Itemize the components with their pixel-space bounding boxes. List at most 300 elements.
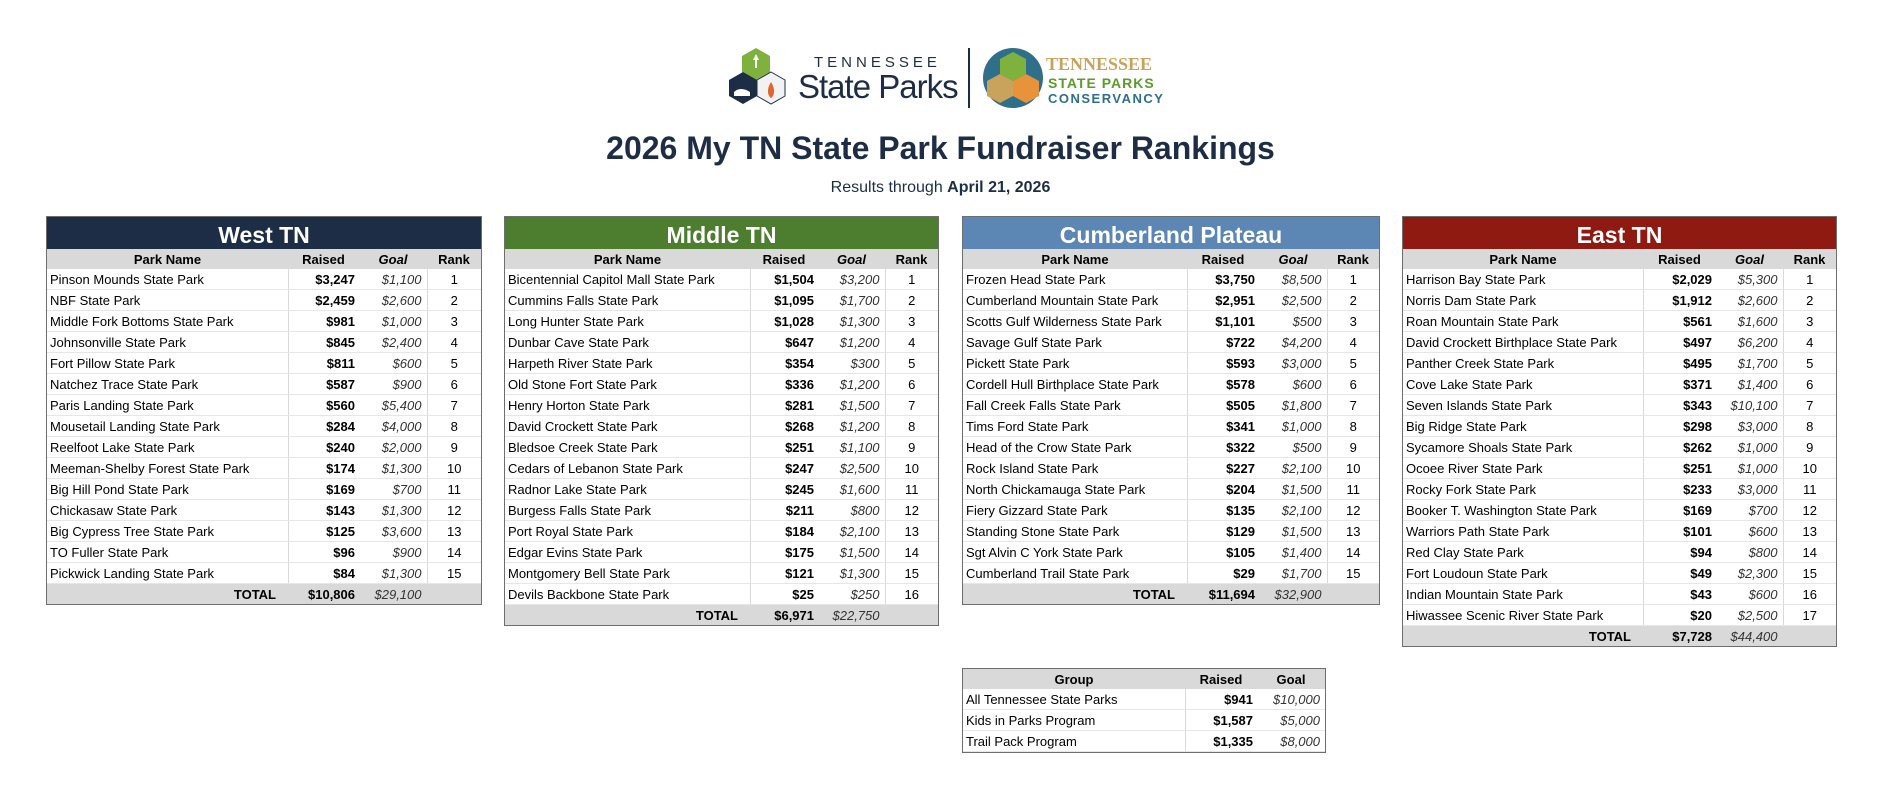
goal-cell: $1,700: [1259, 563, 1327, 584]
table-row: [505, 374, 938, 395]
park-name-cell: Harrison Bay State Park: [1403, 269, 1643, 290]
park-name-cell: Red Clay State Park: [1403, 542, 1643, 563]
table-row: [1403, 269, 1836, 290]
raised-cell: $845: [288, 332, 359, 353]
tennessee-state-parks-logo-icon: [726, 46, 794, 112]
region-title-east: East TN: [1403, 217, 1836, 249]
table-row: [47, 269, 481, 290]
rank-cell: 15: [427, 563, 481, 584]
goal-cell: $1,200: [818, 332, 885, 353]
park-name-cell: Big Ridge State Park: [1403, 416, 1643, 437]
park-name-cell: North Chickamauga State Park: [963, 479, 1187, 500]
goal-cell: $2,100: [818, 521, 885, 542]
total-goal-cell: $29,100: [359, 584, 427, 605]
park-name-cell: Bicentennial Capitol Mall State Park: [505, 269, 750, 290]
table-row: [963, 311, 1379, 332]
region-table-cumberland: [962, 216, 1380, 605]
goal-cell: $2,500: [1259, 290, 1327, 311]
goal-cell: $2,400: [359, 332, 427, 353]
goal-cell: $1,100: [359, 269, 427, 290]
goal-cell: $600: [1716, 521, 1783, 542]
table-row: [963, 521, 1379, 542]
park-name-cell: Johnsonville State Park: [47, 332, 288, 353]
raised-cell: $322: [1187, 437, 1259, 458]
group-table: [962, 668, 1326, 753]
raised-cell: $811: [288, 353, 359, 374]
total-goal-cell: $22,750: [818, 605, 885, 626]
raised-cell: $96: [288, 542, 359, 563]
park-name-column-header: Park Name: [47, 249, 288, 269]
park-name-cell: Middle Fork Bottoms State Park: [47, 311, 288, 332]
park-name-cell: Frozen Head State Park: [963, 269, 1187, 290]
rank-cell: 3: [1783, 311, 1836, 332]
raised-cell: $2,951: [1187, 290, 1259, 311]
park-name-cell: Big Cypress Tree State Park: [47, 521, 288, 542]
table-row: [47, 416, 481, 437]
raised-cell: $135: [1187, 500, 1259, 521]
group-name-cell: Trail Pack Program: [963, 731, 1185, 752]
subtitle-prefix: Results through: [830, 179, 943, 196]
table-row: [963, 290, 1379, 311]
park-name-cell: Head of the Crow State Park: [963, 437, 1187, 458]
table-row: [47, 458, 481, 479]
goal-cell: $3,200: [818, 269, 885, 290]
rank-cell: 17: [1783, 605, 1836, 626]
table-row: [1403, 521, 1836, 542]
raised-cell: $647: [750, 332, 818, 353]
table-row: [47, 374, 481, 395]
table-header-row: [505, 249, 938, 269]
raised-cell: $1,504: [750, 269, 818, 290]
park-name-cell: Bledsoe Creek State Park: [505, 437, 750, 458]
rank-cell: 14: [1327, 542, 1379, 563]
raised-cell: $354: [750, 353, 818, 374]
goal-cell: $1,500: [818, 395, 885, 416]
raised-cell: $578: [1187, 374, 1259, 395]
raised-cell: $262: [1643, 437, 1716, 458]
table-row: [1403, 290, 1836, 311]
rank-cell: 8: [427, 416, 481, 437]
park-name-column-header: Park Name: [505, 249, 750, 269]
table-row: [1403, 458, 1836, 479]
raised-cell: $1,912: [1643, 290, 1716, 311]
goal-cell: $1,000: [1259, 416, 1327, 437]
goal-cell: $1,300: [818, 311, 885, 332]
raised-cell: $505: [1187, 395, 1259, 416]
region-title-west: West TN: [47, 217, 481, 249]
table-row: [963, 458, 1379, 479]
park-name-cell: Natchez Trace State Park: [47, 374, 288, 395]
raised-cell: $497: [1643, 332, 1716, 353]
raised-cell: $336: [750, 374, 818, 395]
table-row: [505, 290, 938, 311]
table-row: [47, 563, 481, 584]
goal-cell: $3,600: [359, 521, 427, 542]
logo-divider: [968, 48, 970, 108]
total-label: TOTAL: [47, 584, 288, 605]
goal-cell: $10,000: [1257, 689, 1325, 710]
park-name-cell: Burgess Falls State Park: [505, 500, 750, 521]
table-row: [963, 332, 1379, 353]
goal-cell: $1,800: [1259, 395, 1327, 416]
table-row: [963, 395, 1379, 416]
table-row: [1403, 374, 1836, 395]
park-name-cell: Harpeth River State Park: [505, 353, 750, 374]
table-row: [963, 416, 1379, 437]
page-title: 2026 My TN State Park Fundraiser Rankings: [606, 130, 1275, 166]
rank-cell: 13: [1327, 521, 1379, 542]
table-row: [505, 458, 938, 479]
raised-cell: $1,587: [1185, 710, 1257, 731]
goal-cell: $700: [1716, 500, 1783, 521]
logo-area: [726, 46, 1166, 112]
rank-cell: 10: [427, 458, 481, 479]
rank-cell: 5: [1783, 353, 1836, 374]
goal-cell: $900: [359, 374, 427, 395]
table-row: [1403, 353, 1836, 374]
table-row: [1403, 584, 1836, 605]
rank-cell: 12: [427, 500, 481, 521]
rank-cell: 13: [1783, 521, 1836, 542]
park-name-cell: Fort Loudoun State Park: [1403, 563, 1643, 584]
table-row: [47, 500, 481, 521]
park-name-column-header: Park Name: [1403, 249, 1643, 269]
raised-cell: $284: [288, 416, 359, 437]
goal-cell: $600: [1259, 374, 1327, 395]
goal-cell: $250: [818, 584, 885, 605]
goal-cell: $8,000: [1257, 731, 1325, 752]
rank-cell: 9: [1783, 437, 1836, 458]
raised-cell: $129: [1187, 521, 1259, 542]
goal-cell: $1,700: [1716, 353, 1783, 374]
conservancy-logo-icon: [982, 46, 1044, 110]
table-row: [47, 395, 481, 416]
park-name-cell: Indian Mountain State Park: [1403, 584, 1643, 605]
rank-cell: 2: [1783, 290, 1836, 311]
rank-cell: 7: [1783, 395, 1836, 416]
park-name-cell: Cedars of Lebanon State Park: [505, 458, 750, 479]
rank-column-header: Rank: [1327, 249, 1379, 269]
subtitle-date: April 21, 2026: [947, 179, 1051, 196]
raised-cell: $560: [288, 395, 359, 416]
region-title-cumberland: Cumberland Plateau: [963, 217, 1379, 249]
rank-cell: 8: [1783, 416, 1836, 437]
total-row: [963, 584, 1379, 605]
rank-cell: 3: [1327, 311, 1379, 332]
total-label: TOTAL: [505, 605, 750, 626]
total-label: TOTAL: [963, 584, 1187, 605]
rank-cell: 11: [885, 479, 938, 500]
park-name-cell: Hiwassee Scenic River State Park: [1403, 605, 1643, 626]
park-name-cell: Chickasaw State Park: [47, 500, 288, 521]
rank-cell: 5: [427, 353, 481, 374]
raised-cell: $3,750: [1187, 269, 1259, 290]
park-name-cell: Port Royal State Park: [505, 521, 750, 542]
goal-cell: $1,300: [359, 458, 427, 479]
rank-column-header: Rank: [1783, 249, 1836, 269]
region-title-middle: Middle TN: [505, 217, 938, 249]
raised-cell: $174: [288, 458, 359, 479]
table-row: [1403, 605, 1836, 626]
group-table-header-row: [963, 669, 1325, 689]
goal-cell: $3,000: [1259, 353, 1327, 374]
rank-cell: 6: [885, 374, 938, 395]
goal-cell: $2,500: [1716, 605, 1783, 626]
rank-column-header: Rank: [885, 249, 938, 269]
rank-cell: 11: [1783, 479, 1836, 500]
total-row: [47, 584, 481, 605]
goal-cell: $8,500: [1259, 269, 1327, 290]
raised-cell: $29: [1187, 563, 1259, 584]
park-name-cell: David Crockett Birthplace State Park: [1403, 332, 1643, 353]
park-name-cell: Pickett State Park: [963, 353, 1187, 374]
goal-cell: $3,000: [1716, 416, 1783, 437]
table-row: [963, 689, 1325, 710]
table-row: [505, 500, 938, 521]
table-row: [505, 542, 938, 563]
rank-cell: 15: [1327, 563, 1379, 584]
raised-cell: $981: [288, 311, 359, 332]
park-name-cell: Booker T. Washington State Park: [1403, 500, 1643, 521]
raised-column-header: Raised: [1643, 249, 1716, 269]
goal-cell: $3,000: [1716, 479, 1783, 500]
raised-cell: $593: [1187, 353, 1259, 374]
raised-cell: $143: [288, 500, 359, 521]
total-label: TOTAL: [1403, 626, 1643, 647]
raised-cell: $941: [1185, 689, 1257, 710]
goal-cell: $1,300: [818, 563, 885, 584]
goal-cell: $1,000: [1716, 458, 1783, 479]
raised-cell: $233: [1643, 479, 1716, 500]
rank-cell: 8: [885, 416, 938, 437]
park-name-cell: Big Hill Pond State Park: [47, 479, 288, 500]
conservancy-logo-line1: TENNESSEE: [1046, 54, 1153, 74]
raised-column-header: Raised: [1187, 249, 1259, 269]
goal-cell: $2,600: [359, 290, 427, 311]
park-name-cell: Cordell Hull Birthplace State Park: [963, 374, 1187, 395]
table-row: [47, 332, 481, 353]
table-row: [963, 269, 1379, 290]
goal-cell: $2,500: [818, 458, 885, 479]
total-raised-cell: $11,694: [1187, 584, 1259, 605]
region-table-east: [1402, 216, 1837, 647]
raised-column-header: Raised: [288, 249, 359, 269]
rank-cell: 4: [1327, 332, 1379, 353]
total-rank-cell: [885, 605, 938, 626]
rank-cell: 2: [885, 290, 938, 311]
rank-cell: 7: [427, 395, 481, 416]
park-name-cell: Seven Islands State Park: [1403, 395, 1643, 416]
raised-cell: $371: [1643, 374, 1716, 395]
park-name-cell: Meeman-Shelby Forest State Park: [47, 458, 288, 479]
table-row: [1403, 563, 1836, 584]
raised-cell: $495: [1643, 353, 1716, 374]
raised-cell: $43: [1643, 584, 1716, 605]
park-name-cell: Montgomery Bell State Park: [505, 563, 750, 584]
goal-column-header: Goal: [818, 249, 885, 269]
rank-cell: 2: [427, 290, 481, 311]
table-row: [505, 479, 938, 500]
park-name-cell: Scotts Gulf Wilderness State Park: [963, 311, 1187, 332]
raised-cell: $3,247: [288, 269, 359, 290]
table-row: [505, 269, 938, 290]
goal-cell: $1,700: [818, 290, 885, 311]
table-row: [47, 437, 481, 458]
goal-column-header: Goal: [1259, 249, 1327, 269]
goal-cell: $10,100: [1716, 395, 1783, 416]
raised-cell: $101: [1643, 521, 1716, 542]
goal-cell: $800: [818, 500, 885, 521]
park-name-cell: Fiery Gizzard State Park: [963, 500, 1187, 521]
park-name-cell: Warriors Path State Park: [1403, 521, 1643, 542]
raised-cell: $25: [750, 584, 818, 605]
table-row: [505, 311, 938, 332]
park-name-cell: David Crockett State Park: [505, 416, 750, 437]
raised-cell: $343: [1643, 395, 1716, 416]
park-name-cell: Pickwick Landing State Park: [47, 563, 288, 584]
raised-cell: $175: [750, 542, 818, 563]
conservancy-logo-line3: CONSERVANCY: [1048, 91, 1165, 106]
total-raised-cell: $7,728: [1643, 626, 1716, 647]
rank-cell: 9: [1327, 437, 1379, 458]
table-row: [505, 395, 938, 416]
goal-cell: $800: [1716, 542, 1783, 563]
conservancy-logo-line2: STATE PARKS: [1048, 75, 1155, 91]
rank-cell: 14: [427, 542, 481, 563]
raised-cell: $1,101: [1187, 311, 1259, 332]
rank-cell: 7: [1327, 395, 1379, 416]
total-goal-cell: $44,400: [1716, 626, 1783, 647]
total-rank-cell: [1783, 626, 1836, 647]
goal-cell: $600: [1716, 584, 1783, 605]
rank-cell: 11: [1327, 479, 1379, 500]
raised-cell: $204: [1187, 479, 1259, 500]
raised-cell: $298: [1643, 416, 1716, 437]
rank-cell: 6: [1327, 374, 1379, 395]
park-name-cell: Panther Creek State Park: [1403, 353, 1643, 374]
rank-cell: 4: [427, 332, 481, 353]
table-row: [1403, 395, 1836, 416]
rank-cell: 3: [885, 311, 938, 332]
table-row: [47, 479, 481, 500]
group-column-header: Group: [963, 669, 1185, 689]
raised-cell: $2,029: [1643, 269, 1716, 290]
park-name-cell: Cumberland Mountain State Park: [963, 290, 1187, 311]
table-row: [963, 437, 1379, 458]
table-row: [505, 416, 938, 437]
table-row: [963, 731, 1325, 752]
rank-cell: 10: [1327, 458, 1379, 479]
raised-cell: $587: [288, 374, 359, 395]
park-name-cell: Old Stone Fort State Park: [505, 374, 750, 395]
table-row: [1403, 416, 1836, 437]
table-row: [505, 437, 938, 458]
raised-cell: $49: [1643, 563, 1716, 584]
goal-cell: $1,000: [1716, 437, 1783, 458]
raised-cell: $245: [750, 479, 818, 500]
goal-cell: $5,000: [1257, 710, 1325, 731]
rank-cell: 4: [1783, 332, 1836, 353]
table-row: [505, 521, 938, 542]
group-name-cell: All Tennessee State Parks: [963, 689, 1185, 710]
total-rank-cell: [1327, 584, 1379, 605]
rank-cell: 12: [885, 500, 938, 521]
goal-cell: $4,000: [359, 416, 427, 437]
goal-cell: $1,300: [359, 500, 427, 521]
goal-cell: $2,100: [1259, 500, 1327, 521]
park-name-cell: Reelfoot Lake State Park: [47, 437, 288, 458]
rank-cell: 15: [885, 563, 938, 584]
goal-cell: $1,400: [1716, 374, 1783, 395]
goal-cell: $1,200: [818, 416, 885, 437]
rank-cell: 14: [1783, 542, 1836, 563]
raised-cell: $281: [750, 395, 818, 416]
rank-column-header: Rank: [427, 249, 481, 269]
park-name-cell: Fall Creek Falls State Park: [963, 395, 1187, 416]
rank-cell: 5: [1327, 353, 1379, 374]
table-header-row: [963, 249, 1379, 269]
rank-cell: 2: [1327, 290, 1379, 311]
park-name-cell: Sycamore Shoals State Park: [1403, 437, 1643, 458]
rank-cell: 9: [427, 437, 481, 458]
table-row: [963, 710, 1325, 731]
table-row: [505, 584, 938, 605]
rank-cell: 6: [1783, 374, 1836, 395]
raised-cell: $211: [750, 500, 818, 521]
rank-cell: 11: [427, 479, 481, 500]
raised-cell: $121: [750, 563, 818, 584]
page-subtitle: [0, 179, 1881, 197]
group-name-cell: Kids in Parks Program: [963, 710, 1185, 731]
park-name-cell: Rock Island State Park: [963, 458, 1187, 479]
goal-cell: $1,200: [818, 374, 885, 395]
rank-cell: 1: [885, 269, 938, 290]
goal-cell: $1,600: [818, 479, 885, 500]
goal-cell: $1,500: [1259, 521, 1327, 542]
table-row: [1403, 542, 1836, 563]
goal-cell: $500: [1259, 311, 1327, 332]
rank-cell: 10: [1783, 458, 1836, 479]
raised-cell: $251: [1643, 458, 1716, 479]
goal-cell: $1,300: [359, 563, 427, 584]
rank-cell: 6: [427, 374, 481, 395]
rank-cell: 10: [885, 458, 938, 479]
table-row: [963, 563, 1379, 584]
raised-cell: $268: [750, 416, 818, 437]
table-row: [47, 521, 481, 542]
rank-cell: 5: [885, 353, 938, 374]
table-row: [1403, 437, 1836, 458]
rank-cell: 8: [1327, 416, 1379, 437]
table-row: [1403, 479, 1836, 500]
park-name-cell: Devils Backbone State Park: [505, 584, 750, 605]
goal-cell: $500: [1259, 437, 1327, 458]
raised-cell: $722: [1187, 332, 1259, 353]
rank-cell: 9: [885, 437, 938, 458]
rank-cell: 3: [427, 311, 481, 332]
park-name-cell: Radnor Lake State Park: [505, 479, 750, 500]
park-name-cell: Standing Stone State Park: [963, 521, 1187, 542]
goal-cell: $1,100: [818, 437, 885, 458]
park-name-cell: TO Fuller State Park: [47, 542, 288, 563]
park-name-cell: Long Hunter State Park: [505, 311, 750, 332]
goal-cell: $2,600: [1716, 290, 1783, 311]
goal-cell: $1,500: [818, 542, 885, 563]
table-row: [963, 500, 1379, 521]
park-name-cell: Pinson Mounds State Park: [47, 269, 288, 290]
raised-cell: $1,095: [750, 290, 818, 311]
region-table-middle: [504, 216, 939, 626]
